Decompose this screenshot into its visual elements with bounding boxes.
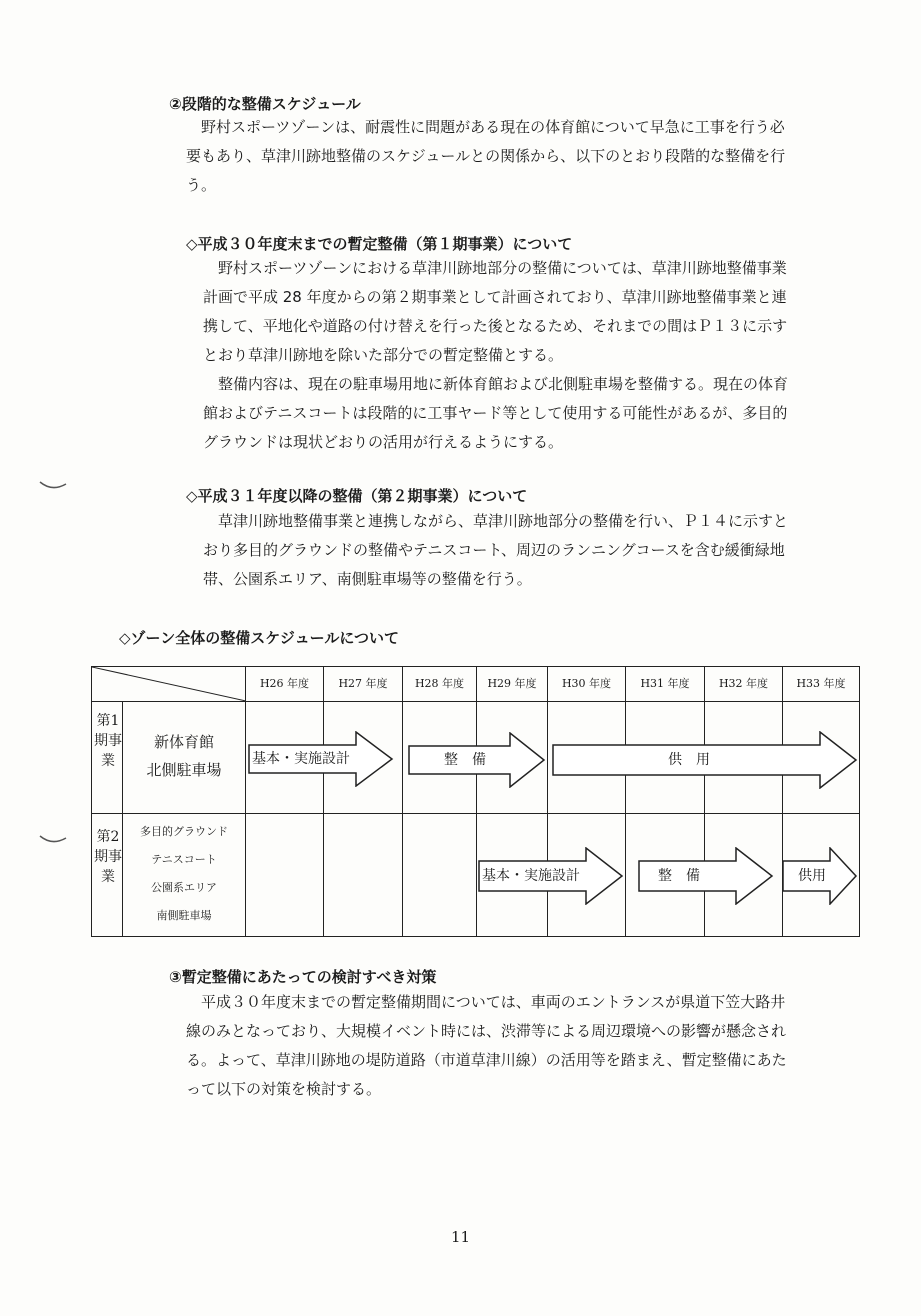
paragraph-line: 館およびテニスコートは段階的に工事ヤード等として使用する可能性があるが、多目的 [203, 404, 788, 422]
phase2-heading: ◇平成３１年度以降の整備（第２期事業）について [186, 487, 528, 505]
year-header: H33 年度 [796, 677, 846, 690]
arrow-label: 基本・実施設計 [252, 751, 350, 767]
year-header: H30 年度 [561, 677, 612, 690]
row2-item: 南側駐車場 [156, 909, 212, 922]
arrow-label: 基本・実施設計 [482, 868, 580, 884]
zone-schedule-heading: ◇ゾーン全体の整備スケジュールについて [119, 629, 400, 647]
paragraph-line: って以下の対策を検討する。 [186, 1080, 382, 1098]
year-header: H27 年度 [338, 677, 388, 690]
phase2-label: 第2期事業 [94, 829, 122, 885]
paragraph-line: 平成３０年度末までの暫定整備期間については、車両のエントランスが県道下笠大路井 [201, 993, 786, 1011]
row1-item: 新体育館 [153, 733, 214, 751]
year-header: H26 年度 [259, 677, 310, 690]
paragraph-line: 要もあり、草津川跡地整備のスケジュールとの関係から、以下のとおり段階的な整備を行 [186, 147, 786, 165]
paragraph-line: 帯、公園系エリア、南側駐車場等の整備を行う。 [203, 570, 532, 588]
paragraph-line: とおり草津川跡地を除いた部分での暫定整備とする。 [203, 346, 564, 364]
section-body-schedule [186, 113, 846, 200]
schedule-table [91, 666, 860, 937]
arrow-label: 整 備 [658, 868, 700, 884]
section-heading-countermeasures: ③暫定整備にあたっての検討すべき対策 [169, 968, 437, 986]
paragraph-line: グラウンドは現状どおりの活用が行えるようにする。 [203, 433, 564, 451]
header-diagonal [92, 667, 246, 701]
year-header: H28 年度 [414, 677, 465, 690]
row2-item: テニスコート [151, 853, 217, 866]
arrow-label: 整 備 [444, 752, 486, 768]
year-header: H31 年度 [640, 677, 690, 690]
row1-item: 北側駐車場 [146, 761, 222, 779]
paragraph-line: おり多目的グラウンドの整備やテニスコート、周辺のランニングコースを含む緩衝緑地 [203, 541, 785, 559]
row2-item: 多目的グラウンド [140, 825, 228, 838]
paragraph-line: 線のみとなっており、大規模イベント時には、渋滞等による周辺環境への影響が懸念され [186, 1022, 787, 1040]
row2-item: 公園系エリア [151, 881, 217, 894]
page-number: 11 [451, 1228, 471, 1246]
paragraph-line: る。よって、草津川跡地の堤防道路（市道草津川線）の活用等を踏まえ、暫定整備にあた [186, 1051, 787, 1069]
paragraph-line: う。 [186, 176, 217, 194]
phase2-body [203, 507, 843, 594]
year-header: H32 年度 [718, 677, 769, 690]
paragraph-line: 整備内容は、現在の駐車場用地に新体育館および北側駐車場を整備する。現在の体育 [218, 375, 789, 393]
arrow-label: 供用 [798, 868, 826, 884]
paragraph-line: 計画で平成 28 年度からの第２期事業として計画されており、草津川跡地整備事業と連 [203, 288, 787, 306]
arrow-label: 供 用 [668, 752, 710, 768]
year-header: H29 年度 [487, 677, 537, 690]
section-body-countermeasures [186, 988, 851, 1104]
paragraph-line: 野村スポーツゾーンは、耐震性に問題がある現在の体育館について早急に工事を行う必 [201, 118, 785, 136]
paragraph-line: 草津川跡地整備事業と連携しながら、草津川跡地部分の整備を行い、Ｐ１４に示すと [218, 512, 789, 530]
paragraph-line: 携して、平地化や道路の付け替えを行った後となるため、それまでの間はＰ１３に示す [203, 317, 788, 335]
phase1-label: 第1期事業 [94, 713, 122, 769]
scan-mark [38, 832, 68, 846]
paragraph-line: 野村スポーツゾーンにおける草津川跡地部分の整備については、草津川跡地整備事業 [218, 259, 787, 277]
phase1-heading: ◇平成３０年度末までの暫定整備（第１期事業）について [186, 235, 573, 253]
section-heading-schedule: ②段階的な整備スケジュール [169, 95, 361, 113]
phase1-body [203, 254, 843, 457]
scan-mark [38, 478, 68, 492]
